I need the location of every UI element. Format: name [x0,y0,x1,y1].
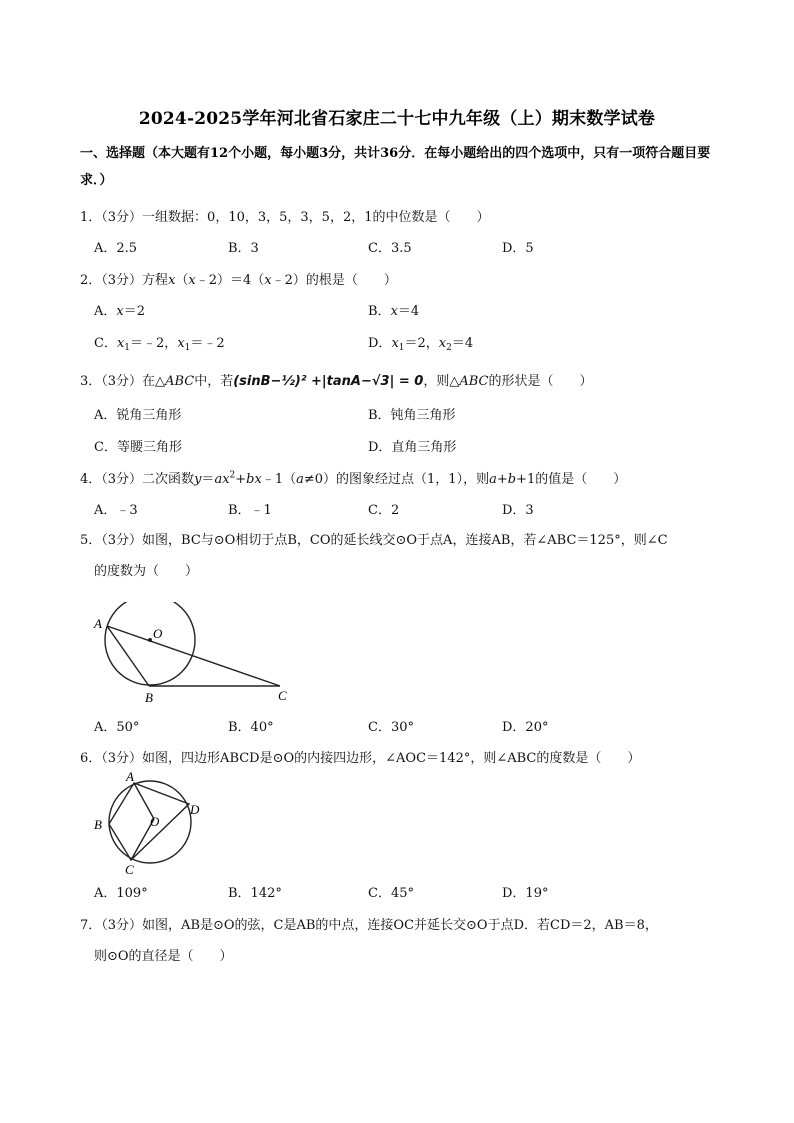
var-x: x [116,336,125,351]
term-ab: a+b [489,472,517,487]
label-a: A [94,616,102,631]
question-text: （3分）如图，四边形ABCD是⊙O的内接四边形，∠AOC＝142°，则∠ABC的度数是（ ） [101,751,641,766]
option-c: C．30° [368,720,414,735]
option-value: ＝2， [404,336,439,351]
option-b: B．40° [228,720,274,735]
option-value: ＝﹣2 [190,336,225,351]
question-text: （3分）如图，BC与⊙O相切于点B，CO的延长线交⊙O于点A，连接AB，若∠ABC＝125°，则∠C [101,533,668,548]
question-7 [80,914,658,933]
option-value: ＝4 [397,304,420,319]
question-number: 6． [80,751,102,766]
subscript: 1 [124,343,131,353]
question-number: 4． [80,472,102,487]
question-text: 的形状是（ ） [488,374,593,389]
option-value: ＝4 [451,336,474,351]
option-value: ＝﹣2， [130,336,178,351]
line-ac [107,626,280,686]
quadrilateral-abcd [109,783,189,860]
option-c: C．45° [368,886,414,901]
option-letter: A． [94,304,117,319]
option-b: B．﹣1 [228,503,272,518]
subscript: 1 [398,343,405,353]
label-b: B [145,690,153,705]
question-text: （ [175,273,189,288]
label-d: D [190,802,200,817]
question-text: （3分）一组数据：0，10，3，5，3，5，2，1的中位数是（ ） [101,210,490,225]
label-a: A [126,769,134,784]
question-6 [80,747,640,766]
label-c: C [125,862,134,876]
option-letter: C． [94,336,117,351]
option-c [94,332,225,353]
var-x: x [188,273,196,288]
var-x: x [264,273,272,288]
question-5 [80,529,668,548]
option-a: A．2.5 [94,241,138,256]
question-2 [80,269,397,288]
question-text: （3分）如图，AB是⊙O的弦，C是AB的中点，连接OC并延长交⊙O于点D．若CD＝2，AB＝8， [101,918,658,933]
option-b [368,300,419,319]
var-x: x [168,273,176,288]
question-1 [80,206,490,225]
question-number: 7． [80,918,102,933]
question-text: （3分）在△ [101,374,166,389]
label-o: O [150,814,160,829]
superscript: 2 [229,470,236,481]
inscribed-quadrilateral-diagram [90,768,210,876]
label-c: C [278,688,287,703]
question-5-cont: 的度数为（ ） [94,564,199,579]
question-text: ﹣2）的根是（ ） [271,273,397,288]
var-x: x [391,336,399,351]
option-a: A．109° [94,886,148,901]
question-3 [80,370,592,389]
question-text: ﹣1（ [261,472,297,487]
option-d: D．5 [502,241,534,256]
question-number: 3． [80,374,102,389]
question-text: 中，若 [194,374,234,389]
line-ab [107,626,149,686]
term-ax: ax [214,472,230,487]
option-d: D．直角三角形 [368,440,457,455]
option-c: C．3.5 [368,241,412,256]
subscript: 2 [446,343,452,353]
term-bx: +bx [235,472,262,487]
option-a [94,300,145,319]
option-a: A．锐角三角形 [94,408,182,423]
var-x: x [390,304,398,319]
section-heading [80,140,720,194]
option-value: ＝2 [123,304,146,319]
option-b: B．3 [228,241,259,256]
figure-q6 [90,768,210,876]
var-x: x [438,336,447,351]
option-d: D．3 [502,503,534,518]
option-d [368,332,473,353]
question-7-cont: 则⊙O的直径是（ ） [94,949,233,964]
option-letter: B． [368,304,391,319]
question-text: （3分）方程 [101,273,169,288]
triangle-name: ABC [459,374,489,389]
question-number: 2． [80,273,102,288]
page-title: 2024-2025学年河北省石家庄二十七中九年级（上）期末数学试卷 [138,109,656,129]
option-letter: D． [368,336,392,351]
section-heading-text: 一、选择题（本大题有12个小题，每小题3分，共计36分．在每小题给出的四个选项中，只有一项符合题目要求．） [80,146,711,188]
var-a: a [296,472,304,487]
label-o: O [153,626,163,641]
option-d: D．20° [502,720,549,735]
formula: (sinB−½)² +|tanA−√3| = 0 [233,374,424,389]
equals: ＝ [201,472,215,487]
option-b: B．钝角三角形 [368,408,456,423]
option-c: C．2 [368,503,400,518]
var-y: y [194,472,202,487]
subscript: 1 [184,343,191,353]
var-x: x [116,304,124,319]
label-b: B [94,817,102,832]
var-x: x [177,336,185,351]
figure-q5 [92,602,292,708]
question-text: +1的值是（ ） [516,472,627,487]
circle-tangent-diagram [92,602,292,708]
option-c: C．等腰三角形 [94,440,182,455]
question-number: 5． [80,533,102,548]
question-text: ≠0）的图象经过点（1，1），则 [303,472,490,487]
question-number: 1． [80,210,102,225]
option-a: A．50° [94,720,140,735]
triangle-name: ABC [165,374,195,389]
question-text: ，则△ [423,374,460,389]
option-d: D．19° [502,886,549,901]
option-a: A．﹣3 [94,503,138,518]
option-b: B．142° [228,886,282,901]
center-point [148,638,152,642]
question-4 [80,468,626,487]
question-text: ﹣2）＝4（ [195,273,265,288]
question-text: （3分）二次函数 [101,472,195,487]
